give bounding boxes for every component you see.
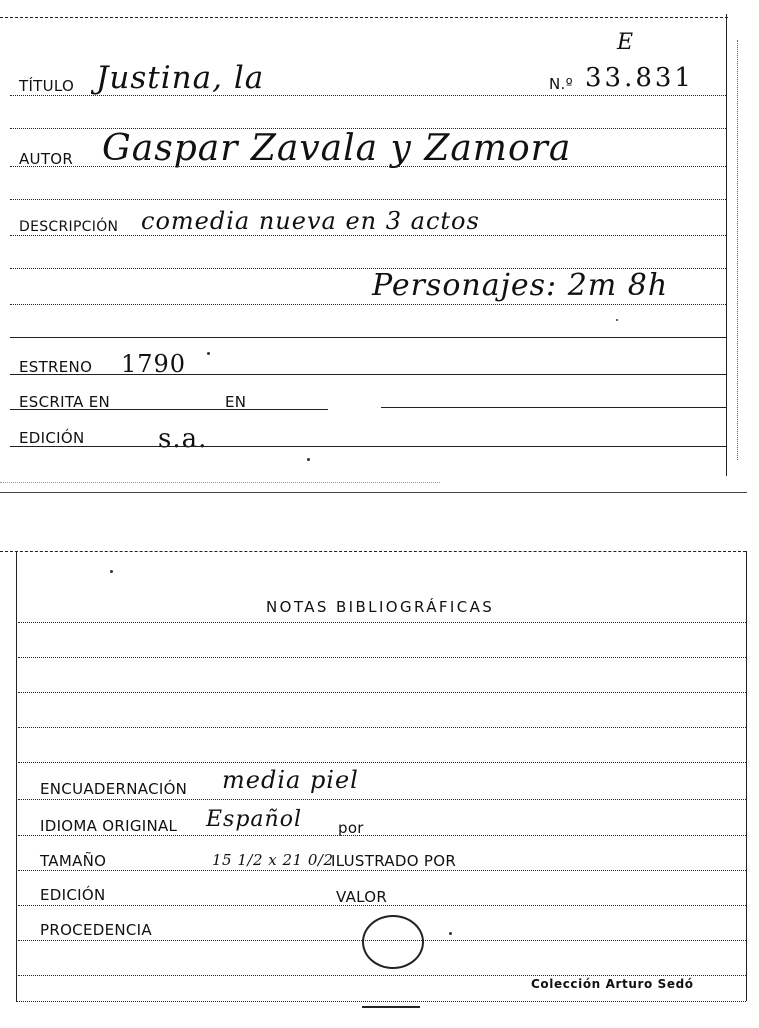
escrita-line-a [10, 409, 328, 410]
descripcion-label: DESCRIPCIÓN [19, 219, 119, 235]
ink-speck [616, 319, 618, 321]
idioma-value: Español [206, 807, 302, 832]
titulo-line [10, 95, 726, 96]
titulo-value: Justina, la [96, 60, 265, 96]
descripcion-line [10, 235, 726, 236]
idioma-label: IDIOMA ORIGINAL [40, 817, 178, 835]
procedencia-label: PROCEDENCIA [40, 921, 152, 939]
descripcion-value: comedia nueva en 3 actos [141, 207, 480, 235]
estreno-label: ESTRENO [19, 358, 93, 376]
escrita-line-b [381, 407, 726, 408]
line-8 [10, 337, 726, 338]
top-card-right-edge [726, 14, 727, 476]
personajes-value: Personajes: 2m 8h [372, 268, 669, 303]
por-label: por [338, 819, 364, 837]
ink-speck [207, 352, 210, 355]
encuadernacion-value: media piel [222, 766, 359, 794]
notas-line-5 [18, 762, 746, 763]
ilustrado-label: ILUSTRADO POR [331, 852, 457, 870]
encuadernacion-line [18, 799, 746, 800]
en-label: EN [225, 393, 247, 411]
estreno-line [10, 374, 726, 375]
edicion-value: s.a. [158, 424, 208, 454]
ink-speck [449, 932, 452, 935]
escrita-label: ESCRITA EN [19, 393, 111, 411]
autor-label: AUTOR [19, 150, 74, 168]
autor-value: Gaspar Zavala y Zamora [102, 128, 572, 169]
notas-title: NOTAS BIBLIOGRÁFICAS [266, 598, 495, 616]
tamano-label: TAMAÑO [40, 852, 107, 870]
edicion-line [10, 446, 726, 447]
ink-speck [307, 458, 310, 461]
bottom-card-foot-line [362, 1006, 420, 1008]
top-card-bottom-trace [0, 482, 440, 483]
top-card-right-edge-torn [737, 40, 738, 460]
edicion-bottom-label: EDICIÓN [40, 886, 106, 904]
notas-line-1 [18, 622, 746, 623]
bottom-card-right-edge [746, 551, 747, 1001]
top-card-top-border [0, 17, 728, 18]
tamano-line [18, 870, 746, 871]
titulo-label: TÍTULO [19, 77, 75, 95]
line-7 [10, 304, 726, 305]
numero-label: N.º [549, 75, 573, 93]
coleccion-label: Colección Arturo Sedó [531, 977, 694, 991]
notas-line-2 [18, 657, 746, 658]
final-line [18, 975, 746, 976]
top-card-bottom-edge [0, 492, 747, 493]
edicion-bottom-line [18, 905, 746, 906]
autor-line [10, 166, 726, 167]
numero-mark: E [617, 30, 635, 55]
ink-speck [110, 570, 113, 573]
bottom-card-left-edge [16, 551, 17, 1001]
line-4 [10, 199, 726, 200]
bottom-card-bottom-border [16, 1001, 746, 1002]
circular-stamp [362, 915, 424, 969]
valor-label: VALOR [336, 888, 388, 906]
encuadernacion-label: ENCUADERNACIÓN [40, 780, 188, 798]
edicion-label: EDICIÓN [19, 429, 85, 447]
estreno-value: 1790 [121, 350, 187, 378]
notas-line-4 [18, 727, 746, 728]
numero-value: 33.831 [585, 63, 694, 93]
bottom-card-top-border [0, 551, 746, 552]
notas-line-3 [18, 692, 746, 693]
idioma-line [18, 835, 746, 836]
tamano-value: 15 1/2 x 21 0/2 [212, 851, 334, 869]
